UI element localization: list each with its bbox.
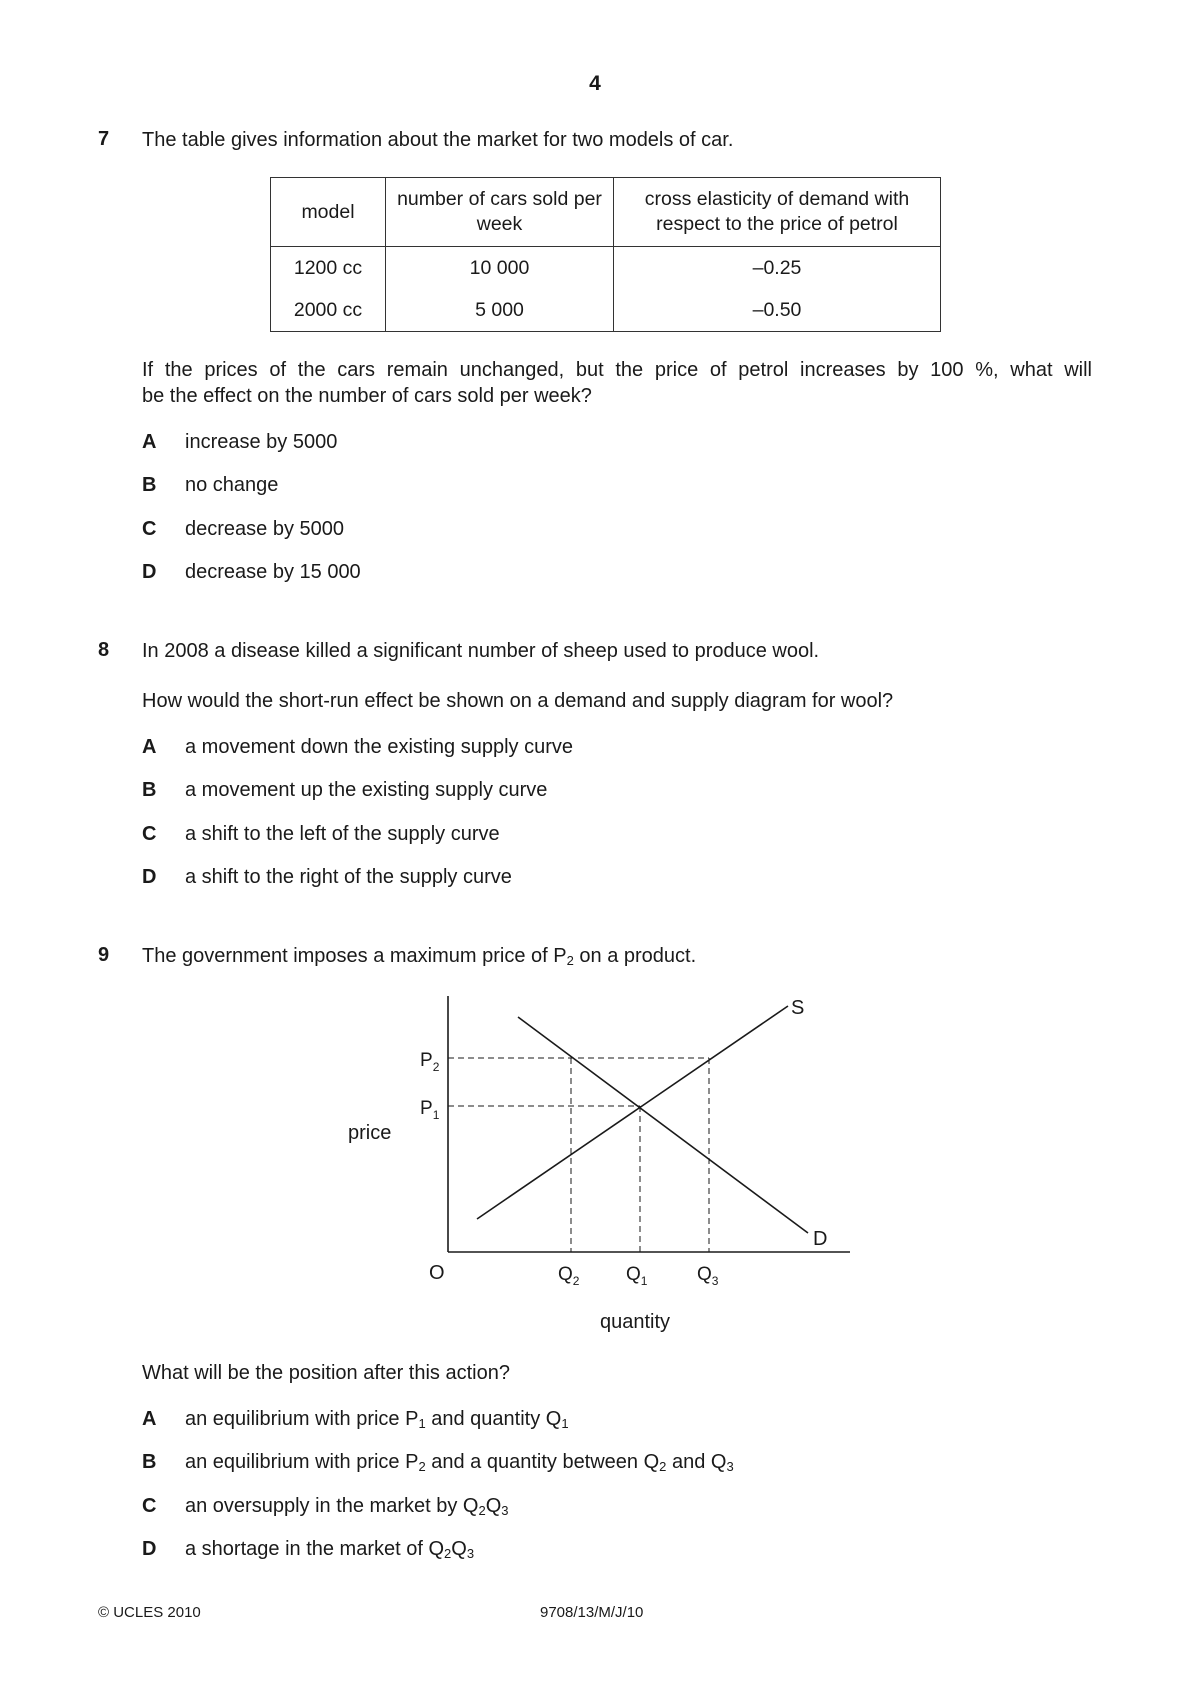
question-8-intro: In 2008 a disease killed a significant number of sheep used to produce wool.	[142, 640, 820, 662]
table-header-cars-sold: number of cars sold per week	[386, 178, 614, 247]
option-letter: B	[142, 1451, 157, 1473]
q8-option-c: a shift to the left of the supply curve	[185, 823, 500, 845]
q7-option-c: decrease by 5000	[185, 518, 345, 540]
x-axis-label: quantity	[600, 1311, 671, 1333]
table-header-cross-elasticity: cross elasticity of demand with respect to the price of petrol	[614, 178, 941, 247]
q7-option-d: decrease by 15 000	[185, 561, 361, 583]
question-8-text: How would the short-run effect be shown on a demand and supply diagram for wool?	[142, 690, 894, 712]
table-cell: –0.50	[614, 289, 941, 332]
option-letter: B	[142, 779, 157, 801]
q7-option-a: increase by 5000	[185, 431, 338, 453]
footer-copyright: © UCLES 2010	[98, 1604, 201, 1621]
option-letter: D	[142, 561, 157, 583]
q8-option-d: a shift to the right of the supply curve	[185, 866, 512, 888]
p1-label: $P_1$	[420, 1098, 440, 1122]
option-letter: A	[142, 1408, 157, 1430]
supply-label: S	[791, 997, 805, 1019]
question-7-text-line1: If the prices of the cars remain unchanged, but the price of petrol increases by 100 %, what will	[142, 359, 1092, 381]
demand-curve	[518, 1017, 808, 1233]
q1-label: $Q_1$	[626, 1264, 648, 1288]
q9-option-b: an equilibrium with price $P_2$ and a quantity between $Q_2$ and $Q_3$	[185, 1451, 734, 1474]
q9-option-c: an oversupply in the market by $Q_2Q_3$	[185, 1495, 509, 1518]
p2-label: $P_2$	[420, 1050, 440, 1074]
question-9-intro: The government imposes a maximum price of $P_2$ on a product.	[142, 945, 697, 968]
q9-option-a: an equilibrium with price $P_1$ and quantity $Q_1$	[185, 1408, 569, 1431]
supply-curve	[477, 1006, 788, 1219]
q2-label: $Q_2$	[558, 1264, 580, 1288]
question-7-intro: The table gives information about the market for two models of car.	[142, 129, 734, 151]
question-9-number: 9	[98, 944, 110, 966]
origin-label: O	[429, 1262, 445, 1284]
q9-option-d: a shortage in the market of $Q_2Q_3$	[185, 1538, 475, 1561]
question-8-number: 8	[98, 639, 110, 661]
demand-label: D	[813, 1228, 828, 1250]
option-letter: A	[142, 736, 157, 758]
y-axis-label: price	[348, 1122, 392, 1144]
q8-option-a: a movement down the existing supply curve	[185, 736, 573, 758]
option-letter: B	[142, 474, 157, 496]
table-header-model: model	[271, 178, 386, 247]
page-number: 4	[589, 72, 601, 95]
question-9-text: What will be the position after this action?	[142, 1362, 510, 1384]
table-cell: 1200 cc	[271, 247, 386, 290]
option-letter: C	[142, 518, 157, 540]
option-letter: A	[142, 431, 157, 453]
option-letter: D	[142, 866, 157, 888]
option-letter: C	[142, 1495, 157, 1517]
option-letter: D	[142, 1538, 157, 1560]
question-7-text-line2: be the effect on the number of cars sold per week?	[142, 385, 592, 407]
table-cell: 2000 cc	[271, 289, 386, 332]
q7-option-b: no change	[185, 474, 279, 496]
q8-option-b: a movement up the existing supply curve	[185, 779, 548, 801]
option-letter: C	[142, 823, 157, 845]
footer-paper-code: 9708/13/M/J/10	[540, 1604, 644, 1621]
table-cell: –0.25	[614, 247, 941, 290]
q3-label: $Q_3$	[697, 1264, 719, 1288]
table-cell: 5 000	[386, 289, 614, 332]
question-7-number: 7	[98, 128, 110, 150]
table-cell: 10 000	[386, 247, 614, 290]
